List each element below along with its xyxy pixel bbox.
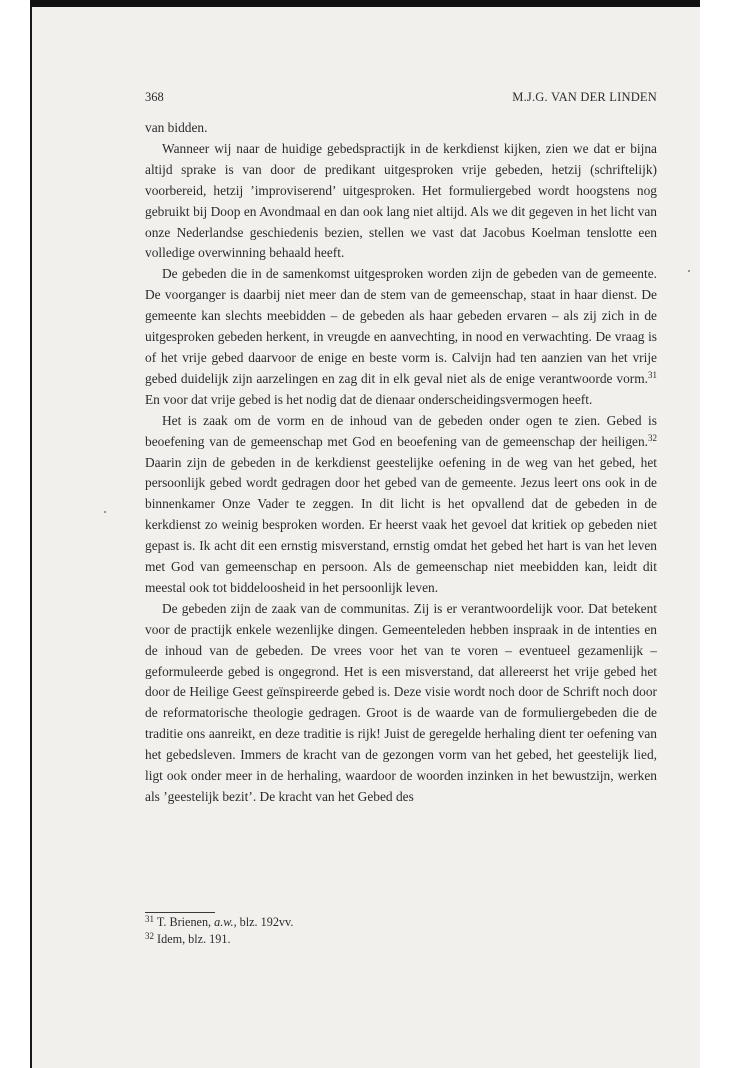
scan-border-right [700, 0, 738, 1068]
paragraph: Wanneer wij naar de huidige gebedspractijk in de kerkdienst kijken, zien we dat er bijna altijd sprake is van door de predikant uitgesproken vrije gebeden, hetzij (schriftelijk) voorbereid, hetzij ’improviserend’ uitgesproken. Het formuliergebed wordt hoogstens nog gebruikt bij Doop en Avondmaal en dan ook lang niet altijd. Als we dit gegeven in het licht van onze Nederlandse geschiedenis bezien, stellen we vast dat Jacobus Koelman tenslotte een volledige overwinning behaald heeft. [145, 140, 657, 261]
scan-border-left [0, 0, 32, 1068]
scan-border-top [30, 0, 700, 7]
paragraph: Het is zaak om de vorm en de inhoud van de gebeden onder ogen te zien. Gebed is beoefening van de gemeenschap met God en beoefening van de gemeenschap der heiligen.$^{32}$ Daarin zijn de gebeden in de kerkdienst geestelijke oefening in de weg van het gebed, het persoonlijk gebed wordt gedragen door het gebed van de gemeente. Jezus leert ons ook in de binnenkamer Onze Vader te zeggen. In dit licht is het opvallend dat de gebeden in de kerkdienst zo weinig besproken worden. Er heerst vaak het gevoel dat kritiek op gebeden niet gepast is. Ik acht dit een ernstig misverstand, ernstig omdat het gebed het hart is van het leven met God van gemeenschap en persoon. Als de gemeenschap niet meebidden kan, leidt dit meestal ook tot biddeloosheid in het persoonlijk leven. [145, 412, 657, 595]
footnote-reference: 32 [648, 432, 657, 443]
footnote-reference: 31 [648, 369, 657, 380]
footnote-rule [145, 912, 215, 913]
paragraph: De gebeden die in de samenkomst uitgesproken worden zijn de gebeden van de gemeente. De voorganger is daarbij niet meer dan de stem van de gemeenschap, staat in haar dienst. De gemeente kan slechts meebidden – de gebeden als haar gebeden ervaren – als zij zich in de uitgesproken gebeden herkent, in vreugde en aanvechting, in nood en verwachting. De vraag is of het vrije gebed daarvoor de enige en beste vorm is. Calvijn had ten aanzien van het vrije gebed duidelijk zijn aarzelingen en zag dit in elk geval niet als de enige verantwoorde vorm.$^{31}$ En voor dat vrije gebed is het nodig dat de dienaar onderscheidingsvermogen heeft. [145, 266, 657, 407]
body-text [145, 118, 657, 808]
footnote: $^{32}$ Idem, blz. 191. [145, 930, 231, 946]
footnote-mark: 32 [145, 930, 154, 941]
page-number: 368 [145, 90, 164, 104]
footnote-mark: 31 [145, 914, 154, 924]
paragraph: van bidden. [145, 120, 208, 135]
scan-speck [104, 511, 106, 513]
footnote-abbreviation: a.w. [214, 915, 234, 929]
running-head-author: M.J.G. VAN DER LINDEN [512, 90, 657, 104]
scan-speck [688, 270, 690, 272]
footnote: $^{31}$ T. Brienen, a.w., blz. 192vv. [145, 914, 294, 929]
paragraph: De gebeden zijn de zaak van de communitas. Zij is er verantwoordelijk voor. Dat betekent voor de practijk enkele wezenlijke dingen. Gemeenteleden hebben inspraak in de intenties en de inhoud van de gebeden. De vrees voor het van te voren – eventueel gezamenlijk – geformuleerde gebed is ongegrond. Het is een misverstand, dat allereerst het vrije gebed het door de Heilige Geest geïnspireerde gebed is. Deze visie wordt noch door de Schrift noch door de reformatorische theologie gedragen. Groot is de waarde van de formuliergebeden die de traditie ons aanreikt, en deze traditie is rijk! Juist de geregelde herhaling dient ter oefening van het gebedsleven. Immers de kracht van de gezongen vorm van het gebed, het geestelijk lied, ligt ook onder meer in de herhaling, waardoor de woorden inzinken in het bewustzijn, werken als ’geestelijk bezit’. De kracht van het Gebed des [145, 600, 657, 804]
footnotes [145, 914, 657, 947]
